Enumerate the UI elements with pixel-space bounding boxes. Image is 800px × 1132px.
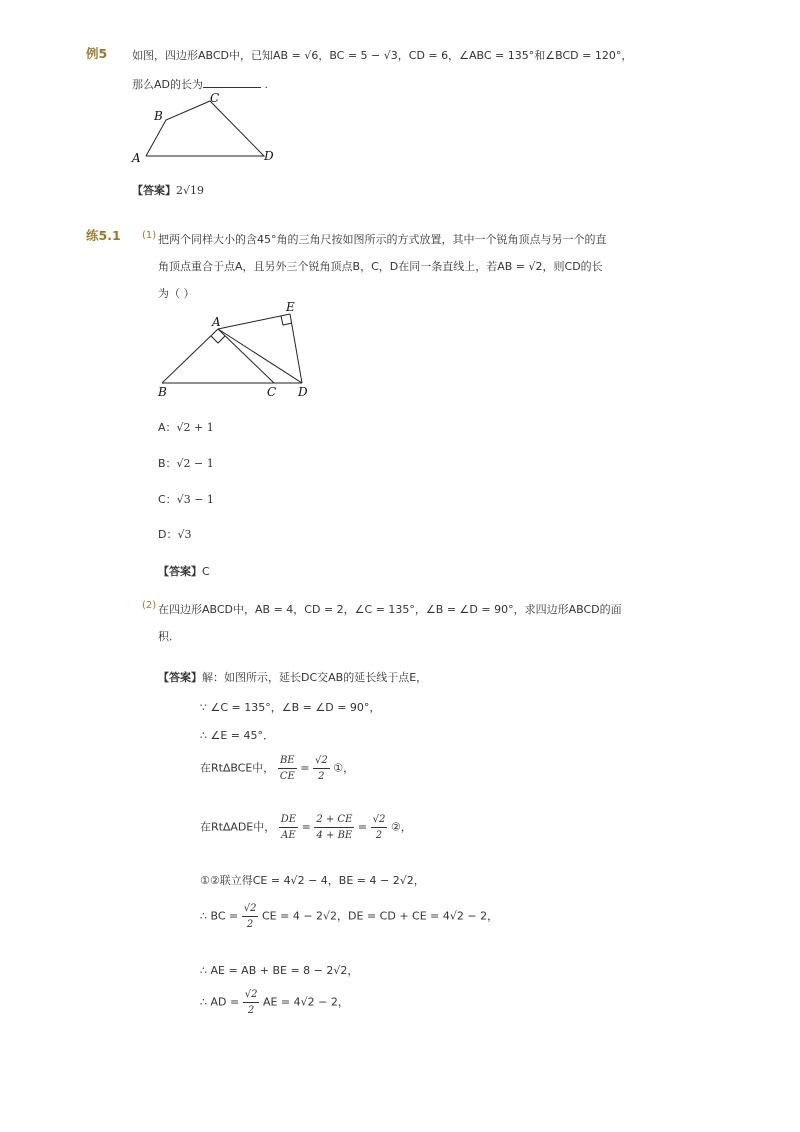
example-5-answer: [132, 182, 204, 198]
example-5-line-2-text: 那么AD的长为: [132, 78, 203, 91]
option-b-key: B：: [158, 457, 177, 470]
option-a-value: √2 + 1: [176, 421, 214, 434]
option-b[interactable]: [158, 455, 214, 471]
option-d[interactable]: [158, 526, 192, 542]
quadrilateral-abcd-figure: [128, 90, 288, 166]
step-1: ∵ ∠C = 135°，∠B = ∠D = 90°，: [200, 701, 381, 714]
problem-2-line-1: 在四边形ABCD中，AB = 4，CD = 2，∠C = 135°，∠B = ∠D = 90°，求四边形ABCD的面: [158, 603, 622, 616]
problem-1-answer: [158, 563, 210, 579]
label-b: B: [154, 109, 163, 123]
answer-intro: 解：如图所示，延长DC交AB的延长线于点E，: [202, 671, 428, 684]
problem-1-number: (1): [142, 230, 157, 241]
label-a: A: [212, 315, 221, 329]
answer-value: 2√19: [176, 184, 205, 197]
step-8: [200, 989, 349, 1016]
label-c: C: [210, 91, 220, 105]
answer-value: C: [202, 565, 210, 578]
answer-blank[interactable]: [203, 77, 261, 88]
step-3-prefix: 在Rt∆BCE中，: [200, 761, 275, 775]
step-4-prefix: 在Rt∆ADE中，: [200, 820, 276, 834]
answer-label: 【答案】: [158, 565, 202, 578]
step-3: 在Rt∆BCE中， $\frac{BE}{CE}$ = $\frac{√2}{2}$ ①，: [200, 755, 355, 782]
label-d: D: [264, 149, 274, 163]
problem-2-line-2: 积．: [158, 630, 180, 643]
fraction-2ce-4be: $\frac{2 + CE}{4 + BE}$: [316, 814, 353, 841]
step-5: ①②联立得CE = 4√2 − 4，BE = 4 − 2√2，: [200, 874, 425, 887]
problem-2-number: (2): [142, 600, 157, 611]
step-3-suffix: ①，: [333, 761, 355, 775]
example-5-line-2-end: .: [264, 78, 268, 91]
problem-2-answer: [158, 669, 427, 685]
option-d-value: √3: [177, 528, 192, 541]
fraction-be-ce: $\frac{BE}{CE}$: [279, 755, 295, 782]
fraction-root2-2: $\frac{√2}{2}$: [314, 755, 328, 782]
answer-label: 【答案】: [132, 184, 176, 197]
step-6-suffix: CE = 4 − 2√2，DE = CD + CE = 4√2 − 2，: [261, 909, 499, 923]
triangle-rulers-figure: [150, 296, 320, 400]
option-a[interactable]: [158, 419, 214, 435]
step-4: 在Rt∆ADE中， $\frac{DE}{AE}$ = $\frac{2 + CE}{4 + BE}$ = $\frac{√2}{2}$ ②，: [200, 814, 412, 841]
option-c-value: √3 − 1: [176, 493, 214, 506]
step-6-prefix: ∴ BC =: [200, 909, 239, 923]
practice-5-1-tag: 练5.1: [86, 228, 121, 243]
step-4-suffix: ②，: [390, 820, 412, 834]
option-a-key: A：: [158, 421, 177, 434]
problem-1-line-1: 把两个同样大小的含45°角的三角尺按如图所示的方式放置，其中一个锐角顶点与另一个的直: [158, 233, 607, 246]
example-5-line-1: 如图，四边形ABCD中，已知AB = √6，BC = 5 − √3，CD = 6，∠ABC = 135°和∠BCD = 120°，: [132, 49, 633, 62]
step-7: ∴ AE = AB + BE = 8 − 2√2，: [200, 964, 359, 977]
label-e: E: [286, 300, 295, 314]
fraction-root2-2: $\frac{√2}{2}$: [372, 814, 386, 841]
option-d-key: D：: [158, 528, 178, 541]
answer-label: 【答案】: [158, 671, 202, 684]
problem-1-line-3: 为（ ）: [158, 287, 195, 300]
step-6: [200, 903, 498, 930]
label-a: A: [132, 151, 141, 165]
step-2: ∴ ∠E = 45°．: [200, 729, 275, 742]
label-b: B: [158, 385, 167, 399]
step-8-suffix: AE = 4√2 − 2，: [262, 995, 349, 1009]
option-b-value: √2 − 1: [176, 457, 214, 470]
label-d: D: [298, 385, 308, 399]
option-c[interactable]: [158, 491, 214, 507]
fraction-root2-2: $\frac{√2}{2}$: [244, 989, 258, 1016]
problem-1-line-2: 角顶点重合于点A，且另外三个锐角顶点B，C，D在同一条直线上，若AB = √2，则CD的长: [158, 260, 603, 273]
fraction-de-ae: $\frac{DE}{AE}$: [280, 814, 297, 841]
fraction-root2-2: $\frac{√2}{2}$: [243, 903, 257, 930]
option-c-key: C：: [158, 493, 177, 506]
step-8-prefix: ∴ AD =: [200, 995, 240, 1009]
example-5-tag: 例5: [86, 46, 108, 61]
label-c: C: [267, 385, 277, 399]
